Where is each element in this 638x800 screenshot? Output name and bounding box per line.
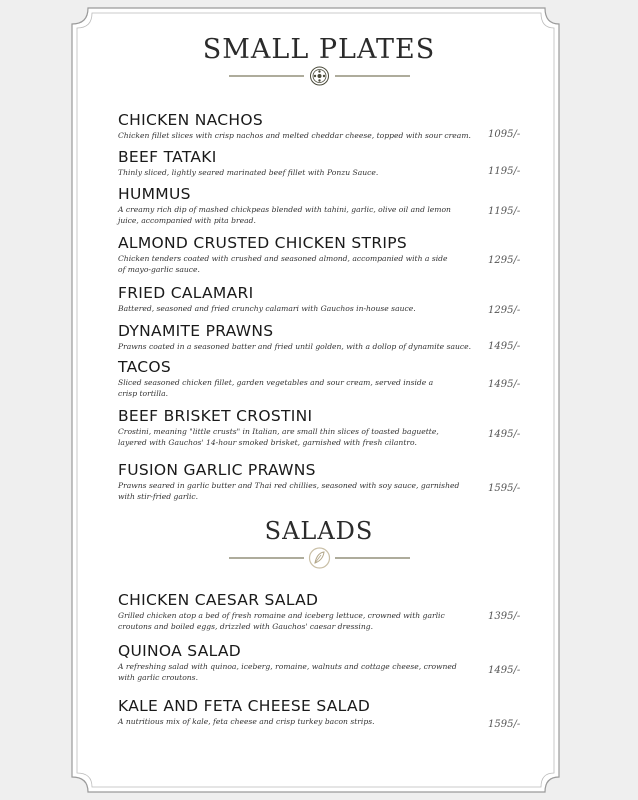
menu-item <box>118 185 518 226</box>
item-name: KALE AND FETA CHEESE SALAD <box>118 697 371 715</box>
item-price: 1295/- <box>488 305 521 316</box>
item-price: 1595/- <box>488 483 521 494</box>
menu-item <box>118 284 518 314</box>
item-price: 1495/- <box>488 429 521 440</box>
item-description: Sliced seasoned chicken fillet, garden vegetables and sour cream, served inside a crisp tortilla. <box>118 378 434 398</box>
section-title-salads: SALADS <box>264 517 374 545</box>
item-description: Chicken tenders coated with crushed and seasoned almond, accompanied with a side of mayo-garlic sauce. <box>118 254 448 274</box>
item-price: 1095/- <box>488 129 521 140</box>
item-price: 1195/- <box>488 206 521 217</box>
section-divider <box>0 61 638 91</box>
item-description: Chicken fillet slices with crisp nachos and melted cheddar cheese, topped with sour cream. <box>118 131 471 140</box>
item-name: HUMMUS <box>118 185 191 203</box>
item-description: Battered, seasoned and fried crunchy calamari with Gauchos in-house sauce. <box>118 304 416 313</box>
item-price: 1495/- <box>488 665 521 676</box>
menu-item <box>118 358 518 399</box>
item-name: CHICKEN NACHOS <box>118 111 263 129</box>
menu-item <box>118 591 518 632</box>
item-name: CHICKEN CAESAR SALAD <box>118 591 319 609</box>
menu-item <box>118 148 518 178</box>
item-name: FUSION GARLIC PRAWNS <box>118 461 316 479</box>
section-divider <box>0 543 638 573</box>
item-description: A creamy rich dip of mashed chickpeas blended with tahini, garlic, olive oil and lemon juice, accompanied with pita bread. <box>118 205 451 225</box>
item-name: ALMOND CRUSTED CHICKEN STRIPS <box>118 234 408 252</box>
menu-item <box>118 111 518 141</box>
item-price: 1195/- <box>488 166 521 177</box>
item-price: 1395/- <box>488 611 521 622</box>
menu-item <box>118 234 518 275</box>
item-description: A nutritious mix of kale, feta cheese and crisp turkey bacon strips. <box>118 717 375 726</box>
flower-emblem-icon <box>311 67 329 85</box>
item-description: Grilled chicken atop a bed of fresh romaine and iceberg lettuce, crowned with garlic croutons and boiled eggs, drizzled with Gauchos' caesar dressing. <box>118 611 445 631</box>
item-price: 1495/- <box>488 379 521 390</box>
menu-item <box>118 461 518 502</box>
item-price: 1595/- <box>488 719 521 730</box>
item-name: BEEF BRISKET CROSTINI <box>118 407 313 425</box>
menu-item <box>118 322 518 352</box>
menu-item <box>118 407 518 448</box>
item-name: DYNAMITE PRAWNS <box>118 322 274 340</box>
menu-item <box>118 697 518 727</box>
item-name: TACOS <box>118 358 171 376</box>
item-description: Crostini, meaning "little crusts" in Italian, are small thin slices of toasted baguette, layered with Gauchos' 14-hour smoked brisket, garnished with fresh cilantro. <box>118 427 439 447</box>
item-name: BEEF TATAKI <box>118 148 217 166</box>
item-description: Thinly sliced, lightly seared marinated beef fillet with Ponzu Sauce. <box>118 168 379 177</box>
item-description: Prawns seared in garlic butter and Thai red chillies, seasoned with soy sauce, garnished with stir-fried garlic. <box>118 481 460 501</box>
item-price: 1495/- <box>488 341 521 352</box>
section-title-small-plates: SMALL PLATES <box>202 34 436 65</box>
item-description: Prawns coated in a seasoned batter and fried until golden, with a dollop of dynamite sauce. <box>118 342 472 351</box>
item-name: QUINOA SALAD <box>118 642 242 660</box>
item-price: 1295/- <box>488 255 521 266</box>
menu-item <box>118 642 518 683</box>
item-description: A refreshing salad with quinoa, iceberg, romaine, walnuts and cottage cheese, crowned with garlic croutons. <box>118 662 457 682</box>
item-name: FRIED CALAMARI <box>118 284 254 302</box>
leaf-emblem-icon <box>310 548 330 568</box>
